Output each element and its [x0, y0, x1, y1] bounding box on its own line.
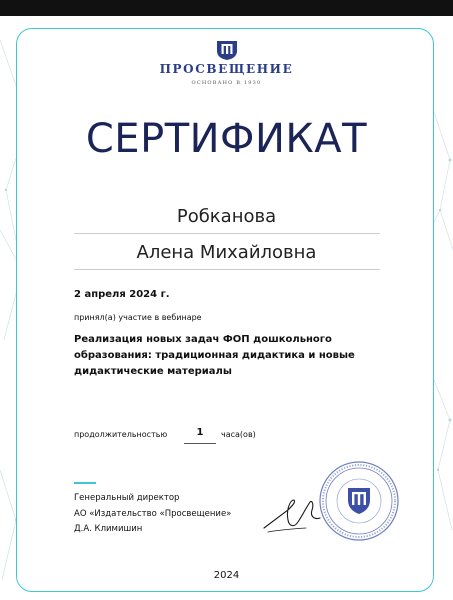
duration-underline: [184, 443, 216, 444]
handwritten-signature: [262, 492, 324, 536]
duration-unit: часа(ов): [221, 430, 256, 439]
name-underline: [74, 269, 380, 270]
participation-text: принял(а) участие в вебинаре: [74, 313, 202, 322]
duration-label: продолжительностью: [74, 430, 168, 439]
signatory-name: Д.А. Климишин: [74, 524, 143, 534]
publisher-seal-icon: [318, 460, 400, 542]
signatory-role: Генеральный директор: [74, 493, 180, 503]
webinar-date: 2 апреля 2024 г.: [74, 289, 170, 300]
webinar-title: Реализация новых задач ФОП дошкольного образования: традиционная дидактика и новые дидактические материалы: [74, 334, 355, 377]
duration-value: 1: [196, 427, 204, 438]
recipient-surname: Робканова: [176, 206, 277, 227]
recipient-given-names: Алена Михайловна: [136, 242, 317, 263]
publisher-logo-icon: [216, 39, 238, 61]
certificate-title: СЕРТИФИКАТ: [85, 116, 368, 162]
accent-divider: [74, 482, 96, 484]
publisher-founded: ОСНОВАНО В 1930: [191, 80, 262, 86]
signatory-organization: АО «Издательство «Просвещение»: [74, 509, 232, 519]
publisher-name: ПРОСВЕЩЕНИЕ: [159, 62, 294, 76]
surname-underline: [74, 233, 380, 234]
certificate-year: 2024: [213, 570, 240, 581]
